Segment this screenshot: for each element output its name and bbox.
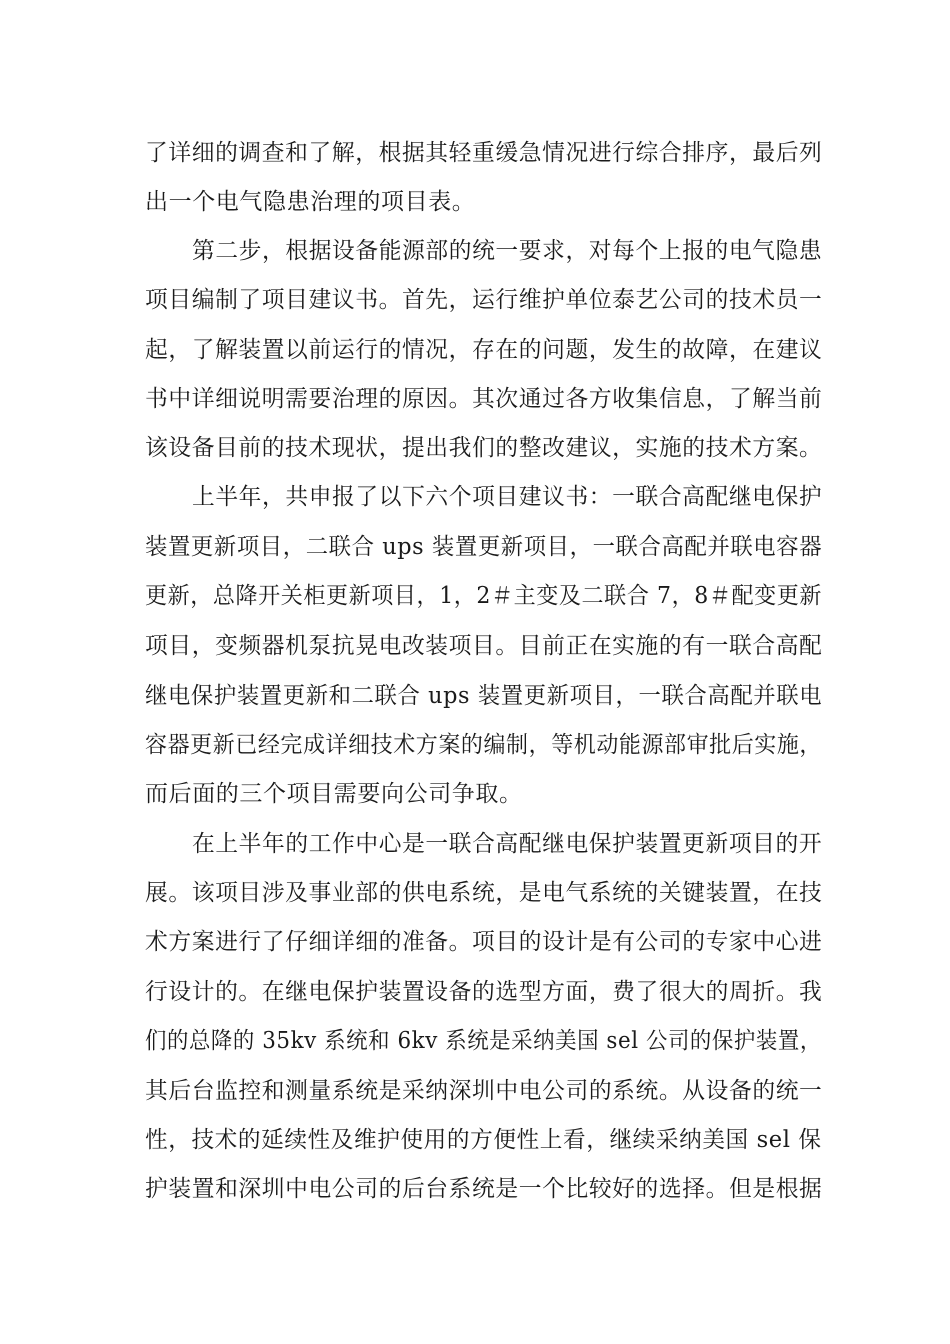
text-line: 行设计的。在继电保护装置设备的选型方面，费了很大的周折。我 [145,979,823,1005]
text-line: 起，了解装置以前运行的情况，存在的问题，发生的故障，在建议 [145,337,823,363]
paragraph-start-line: 上半年，共申报了以下六个项目建议书：一联合高配继电保护 [192,484,823,510]
text-line: 护装置和深圳中电公司的后台系统是一个比较好的选择。但是根据 [145,1176,823,1202]
text-line: 展。该项目涉及事业部的供电系统，是电气系统的关键装置，在技 [145,880,823,906]
text-line: 该设备目前的技术现状，提出我们的整改建议，实施的技术方案。 [145,435,823,461]
text-line: 术方案进行了仔细详细的准备。项目的设计是有公司的专家中心进 [145,929,823,955]
text-line: 容器更新已经完成详细技术方案的编制，等机动能源部审批后实施， [145,732,822,758]
text-line: 出一个电气隐患治理的项目表。 [145,189,476,215]
text-line: 其后台监控和测量系统是采纳深圳中电公司的系统。从设备的统一 [145,1078,823,1104]
text-line: 书中详细说明需要治理的原因。其次通过各方收集信息，了解当前 [145,386,823,412]
paragraph-start-line: 在上半年的工作中心是一联合高配继电保护装置更新项目的开 [192,831,823,857]
text-line: 性，技术的延续性及维护使用的方便性上看，继续采纳美国 sel 保 [145,1127,822,1153]
text-line: 项目，变频器机泵抗晃电改装项目。目前正在实施的有一联合高配 [145,633,823,659]
text-line: 了详细的调查和了解，根据其轻重缓急情况进行综合排序，最后列 [145,140,823,166]
text-line: 项目编制了项目建议书。首先，运行维护单位泰艺公司的技术员一 [145,287,823,313]
text-line: 更新，总降开关柜更新项目，1，2＃主变及二联合 7，8＃配变更新 [145,583,823,609]
text-line: 而后面的三个项目需要向公司争取。 [145,781,523,807]
text-line: 们的总降的 35kv 系统和 6kv 系统是采纳美国 sel 公司的保护装置， [145,1028,822,1054]
text-line: 装置更新项目，二联合 ups 装置更新项目，一联合高配并联电容器 [145,534,823,560]
text-line: 继电保护装置更新和二联合 ups 装置更新项目，一联合高配并联电 [145,683,823,709]
paragraph-start-line: 第二步，根据设备能源部的统一要求，对每个上报的电气隐患 [192,238,823,264]
